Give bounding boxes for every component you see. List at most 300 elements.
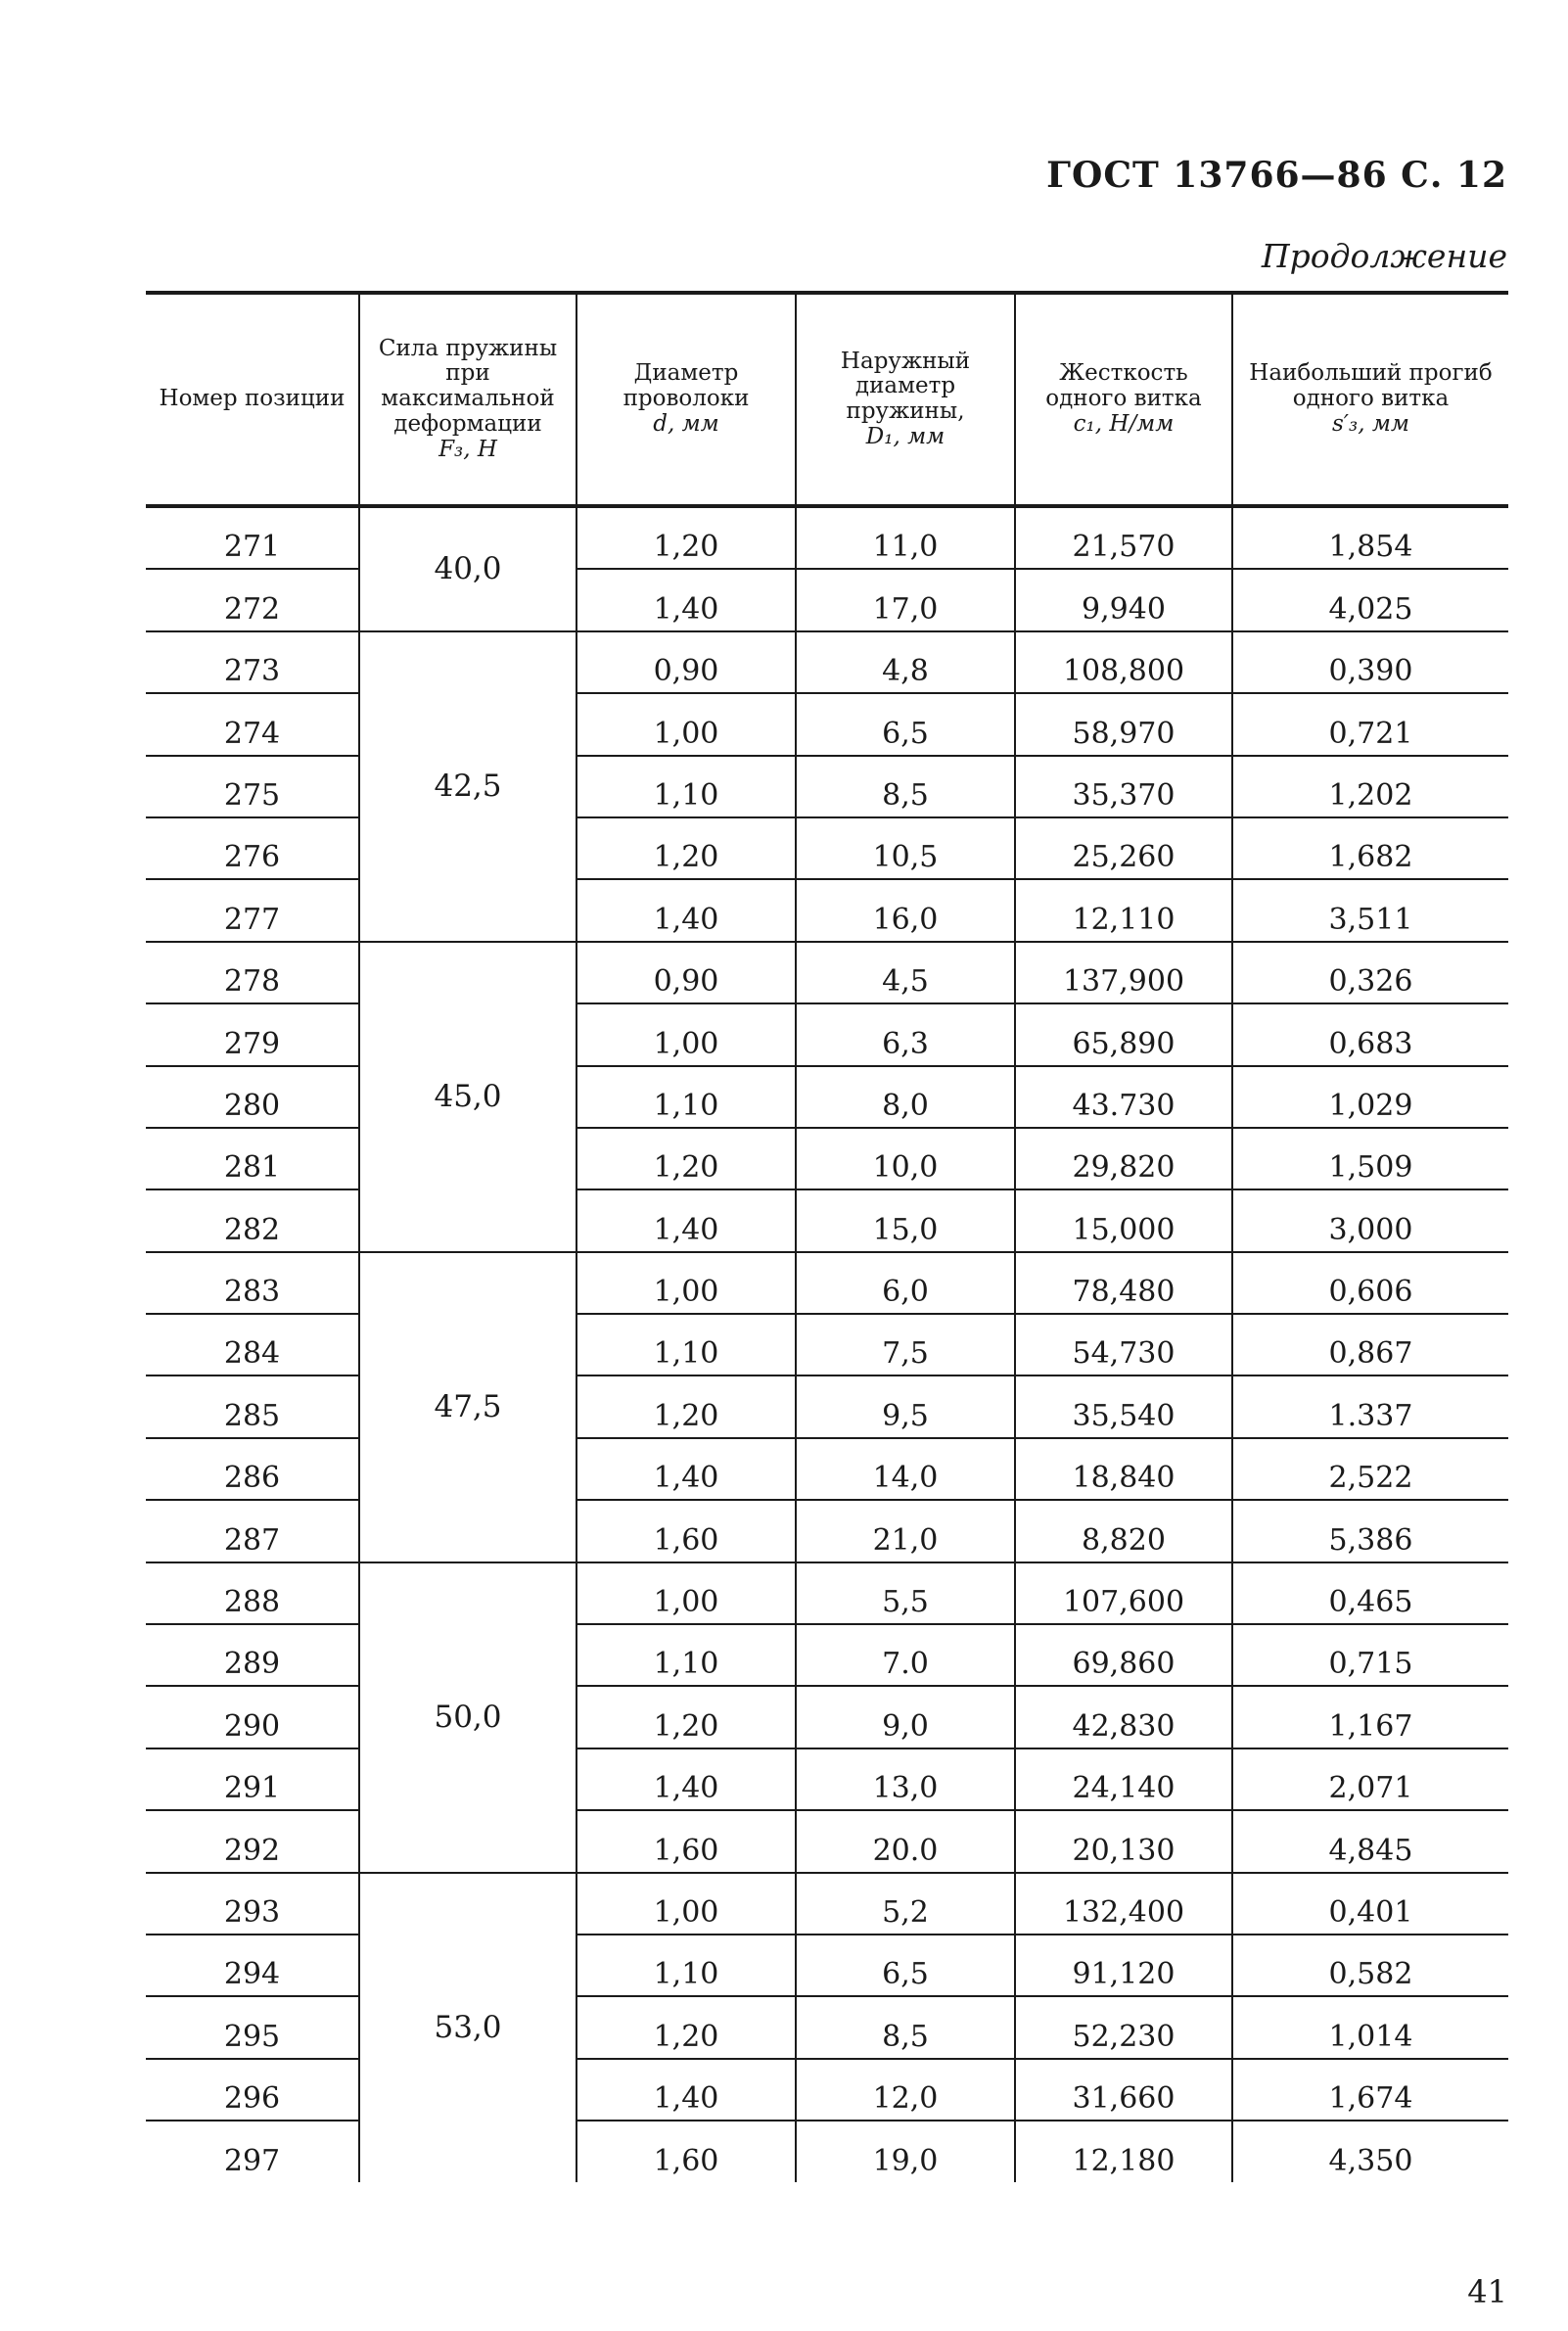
cell-position-value: 297 (223, 2143, 281, 2178)
cell-wire-diameter (576, 2121, 796, 2181)
cell-wire-diameter-value: 1,60 (653, 1522, 719, 1558)
cell-position-value: 288 (223, 1585, 281, 1620)
cell-max-deflection (1232, 1996, 1508, 2058)
cell-force-value: 50,0 (434, 1700, 502, 1736)
cell-wire-diameter (576, 942, 796, 1003)
table-row (146, 1996, 1508, 2058)
cell-wire-diameter-value: 1,00 (653, 1275, 719, 1310)
cell-stiffness-value: 69,860 (1072, 1647, 1176, 1682)
cell-wire-diameter-value: 1,20 (653, 1150, 719, 1186)
cell-outer-diameter-value: 11,0 (872, 530, 939, 565)
cell-position-value: 275 (223, 777, 281, 813)
cell-position (146, 756, 359, 817)
cell-outer-diameter-value: 21,0 (872, 1522, 939, 1558)
table-row (146, 1128, 1508, 1189)
cell-wire-diameter-value: 1,00 (653, 1026, 719, 1061)
cell-force-group (359, 1562, 576, 1873)
cell-max-deflection (1232, 1438, 1508, 1500)
cell-wire-diameter-value: 1,20 (653, 840, 719, 875)
cell-wire-diameter (576, 1438, 796, 1500)
cell-stiffness (1015, 1500, 1232, 1562)
cell-stiffness-value: 108,800 (1062, 654, 1185, 689)
cell-wire-diameter (576, 1003, 796, 1065)
cell-position-value: 283 (223, 1275, 281, 1310)
header-stiffness (1015, 293, 1232, 506)
cell-wire-diameter-value: 1,60 (653, 1833, 719, 1868)
table-row (146, 817, 1508, 879)
cell-max-deflection-value: 2,522 (1328, 1461, 1413, 1496)
cell-position (146, 1810, 359, 1872)
cell-position-value: 280 (223, 1088, 281, 1123)
cell-max-deflection-value: 5,386 (1328, 1522, 1413, 1558)
cell-wire-diameter-value: 0,90 (653, 964, 719, 1000)
cell-wire-diameter (576, 569, 796, 630)
cell-max-deflection-value: 1,854 (1328, 530, 1413, 565)
cell-outer-diameter-value: 9,5 (882, 1398, 929, 1433)
cell-max-deflection-value: 4,350 (1328, 2143, 1413, 2178)
header-stiffness-symbol: c₁, Н/мм (1073, 410, 1175, 437)
cell-stiffness-value: 137,900 (1062, 964, 1185, 1000)
cell-max-deflection-value: 0,715 (1328, 1647, 1413, 1682)
cell-outer-diameter-value: 8,5 (882, 777, 929, 813)
cell-wire-diameter-value: 1,00 (653, 1894, 719, 1930)
cell-stiffness-value: 43.730 (1072, 1088, 1176, 1123)
cell-outer-diameter (796, 569, 1015, 630)
cell-stiffness-value: 52,230 (1072, 2019, 1176, 2054)
cell-wire-diameter (576, 1252, 796, 1314)
cell-outer-diameter (796, 1375, 1015, 1437)
table-row (146, 2059, 1508, 2121)
cell-max-deflection (1232, 1128, 1508, 1189)
cell-stiffness-value: 58,970 (1072, 716, 1176, 751)
cell-outer-diameter-value: 10,0 (872, 1150, 939, 1186)
cell-position (146, 879, 359, 941)
cell-stiffness-value: 9,940 (1082, 591, 1166, 627)
cell-max-deflection (1232, 1314, 1508, 1375)
cell-outer-diameter (796, 1748, 1015, 1810)
cell-outer-diameter-value: 15,0 (872, 1212, 939, 1247)
cell-max-deflection (1232, 631, 1508, 693)
cell-max-deflection-value: 0,867 (1328, 1336, 1413, 1372)
cell-outer-diameter (796, 1500, 1015, 1562)
cell-wire-diameter (576, 1314, 796, 1375)
table-row (146, 569, 1508, 630)
cell-outer-diameter (796, 756, 1015, 817)
cell-position-value: 295 (223, 2019, 281, 2054)
header-wire-diameter (576, 293, 796, 506)
header-force (359, 293, 576, 506)
cell-max-deflection (1232, 1500, 1508, 1562)
table-row (146, 1748, 1508, 1810)
cell-stiffness-value: 12,110 (1072, 902, 1176, 937)
cell-outer-diameter-value: 4,5 (882, 964, 929, 1000)
cell-max-deflection-value: 0,465 (1328, 1585, 1413, 1620)
cell-position-value: 273 (223, 654, 281, 689)
cell-wire-diameter (576, 1375, 796, 1437)
cell-max-deflection-value: 0,683 (1328, 1026, 1413, 1061)
cell-stiffness (1015, 1748, 1232, 1810)
cell-stiffness (1015, 1438, 1232, 1500)
cell-wire-diameter-value: 1,40 (653, 1771, 719, 1806)
cell-wire-diameter (576, 756, 796, 817)
cell-position (146, 2121, 359, 2181)
cell-force-group (359, 631, 576, 942)
cell-wire-diameter (576, 506, 796, 569)
cell-outer-diameter (796, 1066, 1015, 1128)
cell-max-deflection-value: 1,509 (1328, 1150, 1413, 1186)
cell-wire-diameter-value: 1,10 (653, 1647, 719, 1682)
cell-position (146, 1996, 359, 2058)
cell-stiffness (1015, 817, 1232, 879)
cell-stiffness (1015, 1935, 1232, 1996)
table-row (146, 756, 1508, 817)
cell-stiffness-value: 132,400 (1062, 1894, 1185, 1930)
cell-position (146, 1562, 359, 1624)
header-max-deflection (1232, 293, 1508, 506)
cell-outer-diameter (796, 693, 1015, 755)
cell-force-value: 42,5 (434, 769, 502, 805)
cell-max-deflection (1232, 569, 1508, 630)
cell-force-value: 53,0 (434, 2010, 502, 2046)
cell-stiffness (1015, 2059, 1232, 2121)
table-row (146, 1500, 1508, 1562)
table-row (146, 1252, 1508, 1314)
cell-outer-diameter-value: 9,0 (882, 1708, 929, 1744)
header-outer-diameter (796, 293, 1015, 506)
cell-stiffness-value: 24,140 (1072, 1771, 1176, 1806)
cell-position-value: 281 (223, 1150, 281, 1186)
cell-max-deflection (1232, 1562, 1508, 1624)
cell-outer-diameter-value: 12,0 (872, 2081, 939, 2117)
cell-position (146, 1873, 359, 1935)
cell-max-deflection (1232, 506, 1508, 569)
cell-force-group (359, 942, 576, 1252)
cell-stiffness-value: 42,830 (1072, 1708, 1176, 1744)
cell-position (146, 942, 359, 1003)
cell-outer-diameter-value: 6,3 (882, 1026, 929, 1061)
cell-max-deflection-value: 1,029 (1328, 1088, 1413, 1123)
cell-position (146, 817, 359, 879)
cell-stiffness (1015, 1066, 1232, 1128)
table-row (146, 879, 1508, 941)
cell-position-value: 285 (223, 1398, 281, 1433)
cell-max-deflection (1232, 756, 1508, 817)
cell-stiffness-value: 35,370 (1072, 777, 1176, 813)
cell-max-deflection-value: 1,167 (1328, 1708, 1413, 1744)
cell-stiffness (1015, 1189, 1232, 1251)
table-row (146, 1003, 1508, 1065)
cell-outer-diameter (796, 817, 1015, 879)
cell-stiffness (1015, 693, 1232, 755)
cell-position-value: 294 (223, 1957, 281, 1992)
cell-max-deflection (1232, 879, 1508, 941)
cell-wire-diameter-value: 1,40 (653, 2081, 719, 2117)
cell-stiffness-value: 65,890 (1072, 1026, 1176, 1061)
cell-stiffness-value: 78,480 (1072, 1275, 1176, 1310)
cell-force-group (359, 1252, 576, 1562)
cell-stiffness (1015, 1686, 1232, 1748)
cell-outer-diameter-value: 5,5 (882, 1585, 929, 1620)
cell-stiffness-value: 91,120 (1072, 1957, 1176, 1992)
cell-wire-diameter (576, 1500, 796, 1562)
cell-position (146, 1189, 359, 1251)
cell-position (146, 1314, 359, 1375)
cell-max-deflection (1232, 817, 1508, 879)
cell-max-deflection-value: 0,326 (1328, 964, 1413, 1000)
cell-max-deflection-value: 0,582 (1328, 1957, 1413, 1992)
cell-max-deflection (1232, 2059, 1508, 2121)
cell-stiffness (1015, 1996, 1232, 2058)
header-force-text: Сила пружины при максимальной деформации (378, 335, 558, 437)
cell-max-deflection (1232, 693, 1508, 755)
cell-max-deflection-value: 0,721 (1328, 716, 1413, 751)
cell-position-value: 277 (223, 902, 281, 937)
cell-wire-diameter-value: 1,40 (653, 1212, 719, 1247)
cell-max-deflection (1232, 1873, 1508, 1935)
cell-stiffness (1015, 1375, 1232, 1437)
cell-outer-diameter-value: 7.0 (882, 1647, 929, 1682)
cell-outer-diameter-value: 7,5 (882, 1336, 929, 1372)
cell-wire-diameter-value: 1,40 (653, 902, 719, 937)
cell-wire-diameter (576, 1810, 796, 1872)
continuation-label: Продолжение (1261, 237, 1507, 275)
table-row (146, 942, 1508, 1003)
cell-position-value: 287 (223, 1522, 281, 1558)
cell-position (146, 693, 359, 755)
cell-max-deflection (1232, 2121, 1508, 2181)
cell-wire-diameter (576, 1996, 796, 2058)
cell-wire-diameter (576, 631, 796, 693)
cell-stiffness (1015, 942, 1232, 1003)
cell-outer-diameter (796, 1189, 1015, 1251)
cell-position-value: 276 (223, 840, 281, 875)
table-row (146, 1189, 1508, 1251)
cell-force-value: 45,0 (434, 1079, 502, 1115)
cell-position (146, 569, 359, 630)
cell-outer-diameter (796, 1562, 1015, 1624)
cell-position-value: 290 (223, 1708, 281, 1744)
cell-wire-diameter-value: 1,10 (653, 1088, 719, 1123)
cell-wire-diameter-value: 1,40 (653, 1461, 719, 1496)
cell-position-value: 296 (223, 2081, 281, 2117)
cell-stiffness (1015, 569, 1232, 630)
cell-position (146, 1935, 359, 1996)
cell-position-value: 278 (223, 964, 281, 1000)
table-row (146, 1438, 1508, 1500)
cell-outer-diameter (796, 506, 1015, 569)
cell-stiffness (1015, 1810, 1232, 1872)
cell-max-deflection (1232, 1066, 1508, 1128)
cell-position-value: 291 (223, 1771, 281, 1806)
cell-max-deflection (1232, 1810, 1508, 1872)
cell-position (146, 1748, 359, 1810)
cell-position (146, 1066, 359, 1128)
table-row (146, 1375, 1508, 1437)
cell-outer-diameter (796, 2059, 1015, 2121)
cell-outer-diameter (796, 1128, 1015, 1189)
cell-wire-diameter (576, 1935, 796, 1996)
cell-stiffness-value: 18,840 (1072, 1461, 1176, 1496)
cell-outer-diameter-value: 13,0 (872, 1771, 939, 1806)
cell-outer-diameter (796, 1252, 1015, 1314)
cell-wire-diameter-value: 1,10 (653, 777, 719, 813)
cell-max-deflection-value: 1.337 (1328, 1398, 1413, 1433)
cell-position-value: 293 (223, 1894, 281, 1930)
header-position (146, 293, 359, 506)
cell-stiffness-value: 35,540 (1072, 1398, 1176, 1433)
cell-position (146, 1686, 359, 1748)
cell-max-deflection (1232, 1686, 1508, 1748)
cell-max-deflection-value: 1,682 (1328, 840, 1413, 875)
cell-max-deflection (1232, 1252, 1508, 1314)
cell-stiffness-value: 29,820 (1072, 1150, 1176, 1186)
cell-max-deflection-value: 3,511 (1328, 902, 1413, 937)
cell-stiffness (1015, 1873, 1232, 1935)
cell-stiffness (1015, 1624, 1232, 1686)
cell-max-deflection-value: 0,390 (1328, 654, 1413, 689)
cell-wire-diameter-value: 1,20 (653, 530, 719, 565)
header-force-symbol: F₃, Н (438, 436, 497, 462)
cell-outer-diameter (796, 879, 1015, 941)
cell-outer-diameter-value: 16,0 (872, 902, 939, 937)
cell-stiffness-value: 8,820 (1082, 1522, 1166, 1558)
header-wire-symbol: d, мм (653, 410, 719, 437)
cell-wire-diameter-value: 1,20 (653, 1708, 719, 1744)
cell-position-value: 279 (223, 1026, 281, 1061)
cell-outer-diameter (796, 1003, 1015, 1065)
cell-outer-diameter (796, 1996, 1015, 2058)
cell-outer-diameter-value: 14,0 (872, 1461, 939, 1496)
cell-wire-diameter (576, 1189, 796, 1251)
header-wire-text: Диаметр проволоки (623, 360, 750, 412)
cell-wire-diameter (576, 1873, 796, 1935)
header-position-text: Номер позиции (159, 386, 346, 412)
cell-wire-diameter-value: 1,00 (653, 1585, 719, 1620)
table-row (146, 2121, 1508, 2181)
cell-outer-diameter-value: 6,5 (882, 716, 929, 751)
cell-max-deflection (1232, 1624, 1508, 1686)
cell-wire-diameter (576, 1128, 796, 1189)
cell-stiffness (1015, 1128, 1232, 1189)
cell-outer-diameter (796, 1810, 1015, 1872)
cell-stiffness (1015, 2121, 1232, 2181)
cell-force-value: 40,0 (434, 551, 502, 587)
cell-max-deflection (1232, 1003, 1508, 1065)
cell-wire-diameter (576, 817, 796, 879)
cell-max-deflection (1232, 942, 1508, 1003)
cell-position (146, 1252, 359, 1314)
cell-wire-diameter (576, 1748, 796, 1810)
cell-position (146, 631, 359, 693)
cell-stiffness (1015, 1003, 1232, 1065)
cell-outer-diameter (796, 1935, 1015, 1996)
cell-max-deflection (1232, 1189, 1508, 1251)
cell-outer-diameter (796, 1438, 1015, 1500)
cell-position (146, 1500, 359, 1562)
cell-position-value: 271 (223, 530, 281, 565)
cell-wire-diameter-value: 1,00 (653, 716, 719, 751)
cell-position (146, 506, 359, 569)
table-row (146, 1562, 1508, 1624)
cell-outer-diameter-value: 10,5 (872, 840, 939, 875)
cell-stiffness (1015, 1252, 1232, 1314)
cell-wire-diameter-value: 1,20 (653, 2019, 719, 2054)
cell-position (146, 1003, 359, 1065)
cell-wire-diameter-value: 1,20 (653, 1398, 719, 1433)
cell-stiffness-value: 54,730 (1072, 1336, 1176, 1372)
cell-position (146, 2059, 359, 2121)
cell-stiffness (1015, 879, 1232, 941)
cell-position (146, 1438, 359, 1500)
table-row (146, 1935, 1508, 1996)
table-row (146, 1066, 1508, 1128)
cell-stiffness (1015, 631, 1232, 693)
cell-wire-diameter-value: 0,90 (653, 654, 719, 689)
table-row (146, 631, 1508, 693)
header-deflection-symbol: s′₃, мм (1331, 410, 1409, 437)
cell-position-value: 274 (223, 716, 281, 751)
cell-stiffness-value: 25,260 (1072, 840, 1176, 875)
cell-wire-diameter (576, 1066, 796, 1128)
cell-position-value: 292 (223, 1833, 281, 1868)
cell-max-deflection-value: 4,845 (1328, 1833, 1413, 1868)
cell-wire-diameter-value: 1,60 (653, 2143, 719, 2178)
cell-max-deflection-value: 2,071 (1328, 1771, 1413, 1806)
cell-max-deflection-value: 4,025 (1328, 591, 1413, 627)
cell-position-value: 282 (223, 1212, 281, 1247)
table-row (146, 1686, 1508, 1748)
cell-max-deflection-value: 0,606 (1328, 1275, 1413, 1310)
cell-outer-diameter (796, 1686, 1015, 1748)
cell-wire-diameter (576, 693, 796, 755)
cell-stiffness-value: 12,180 (1072, 2143, 1176, 2178)
cell-outer-diameter (796, 2121, 1015, 2181)
table-header (146, 293, 1508, 506)
cell-position-value: 286 (223, 1461, 281, 1496)
cell-force-value: 47,5 (434, 1389, 502, 1425)
cell-position (146, 1375, 359, 1437)
cell-wire-diameter-value: 1,10 (653, 1336, 719, 1372)
table-row (146, 1873, 1508, 1935)
cell-max-deflection-value: 1,674 (1328, 2081, 1413, 2117)
cell-outer-diameter-value: 17,0 (872, 591, 939, 627)
cell-outer-diameter (796, 942, 1015, 1003)
cell-wire-diameter-value: 1,10 (653, 1957, 719, 1992)
cell-stiffness (1015, 1562, 1232, 1624)
cell-max-deflection (1232, 1935, 1508, 1996)
cell-stiffness (1015, 1314, 1232, 1375)
table-body (146, 506, 1508, 2182)
cell-force-group (359, 506, 576, 631)
table-row (146, 1624, 1508, 1686)
cell-outer-diameter-value: 4,8 (882, 654, 929, 689)
cell-outer-diameter-value: 20.0 (872, 1833, 939, 1868)
header-outer-symbol: D₁, мм (865, 423, 945, 449)
cell-wire-diameter (576, 1686, 796, 1748)
header-stiffness-text: Жесткость одного витка (1045, 360, 1202, 412)
cell-stiffness-value: 20,130 (1072, 1833, 1176, 1868)
cell-outer-diameter (796, 1314, 1015, 1375)
table-row (146, 506, 1508, 569)
cell-outer-diameter-value: 19,0 (872, 2143, 939, 2178)
cell-outer-diameter-value: 8,0 (882, 1088, 929, 1123)
cell-max-deflection-value: 3,000 (1328, 1212, 1413, 1247)
cell-outer-diameter-value: 6,5 (882, 1957, 929, 1992)
cell-max-deflection (1232, 1748, 1508, 1810)
cell-position (146, 1624, 359, 1686)
document-reference: ГОСТ 13766—86 С. 12 (1046, 155, 1507, 196)
header-row (146, 293, 1508, 506)
